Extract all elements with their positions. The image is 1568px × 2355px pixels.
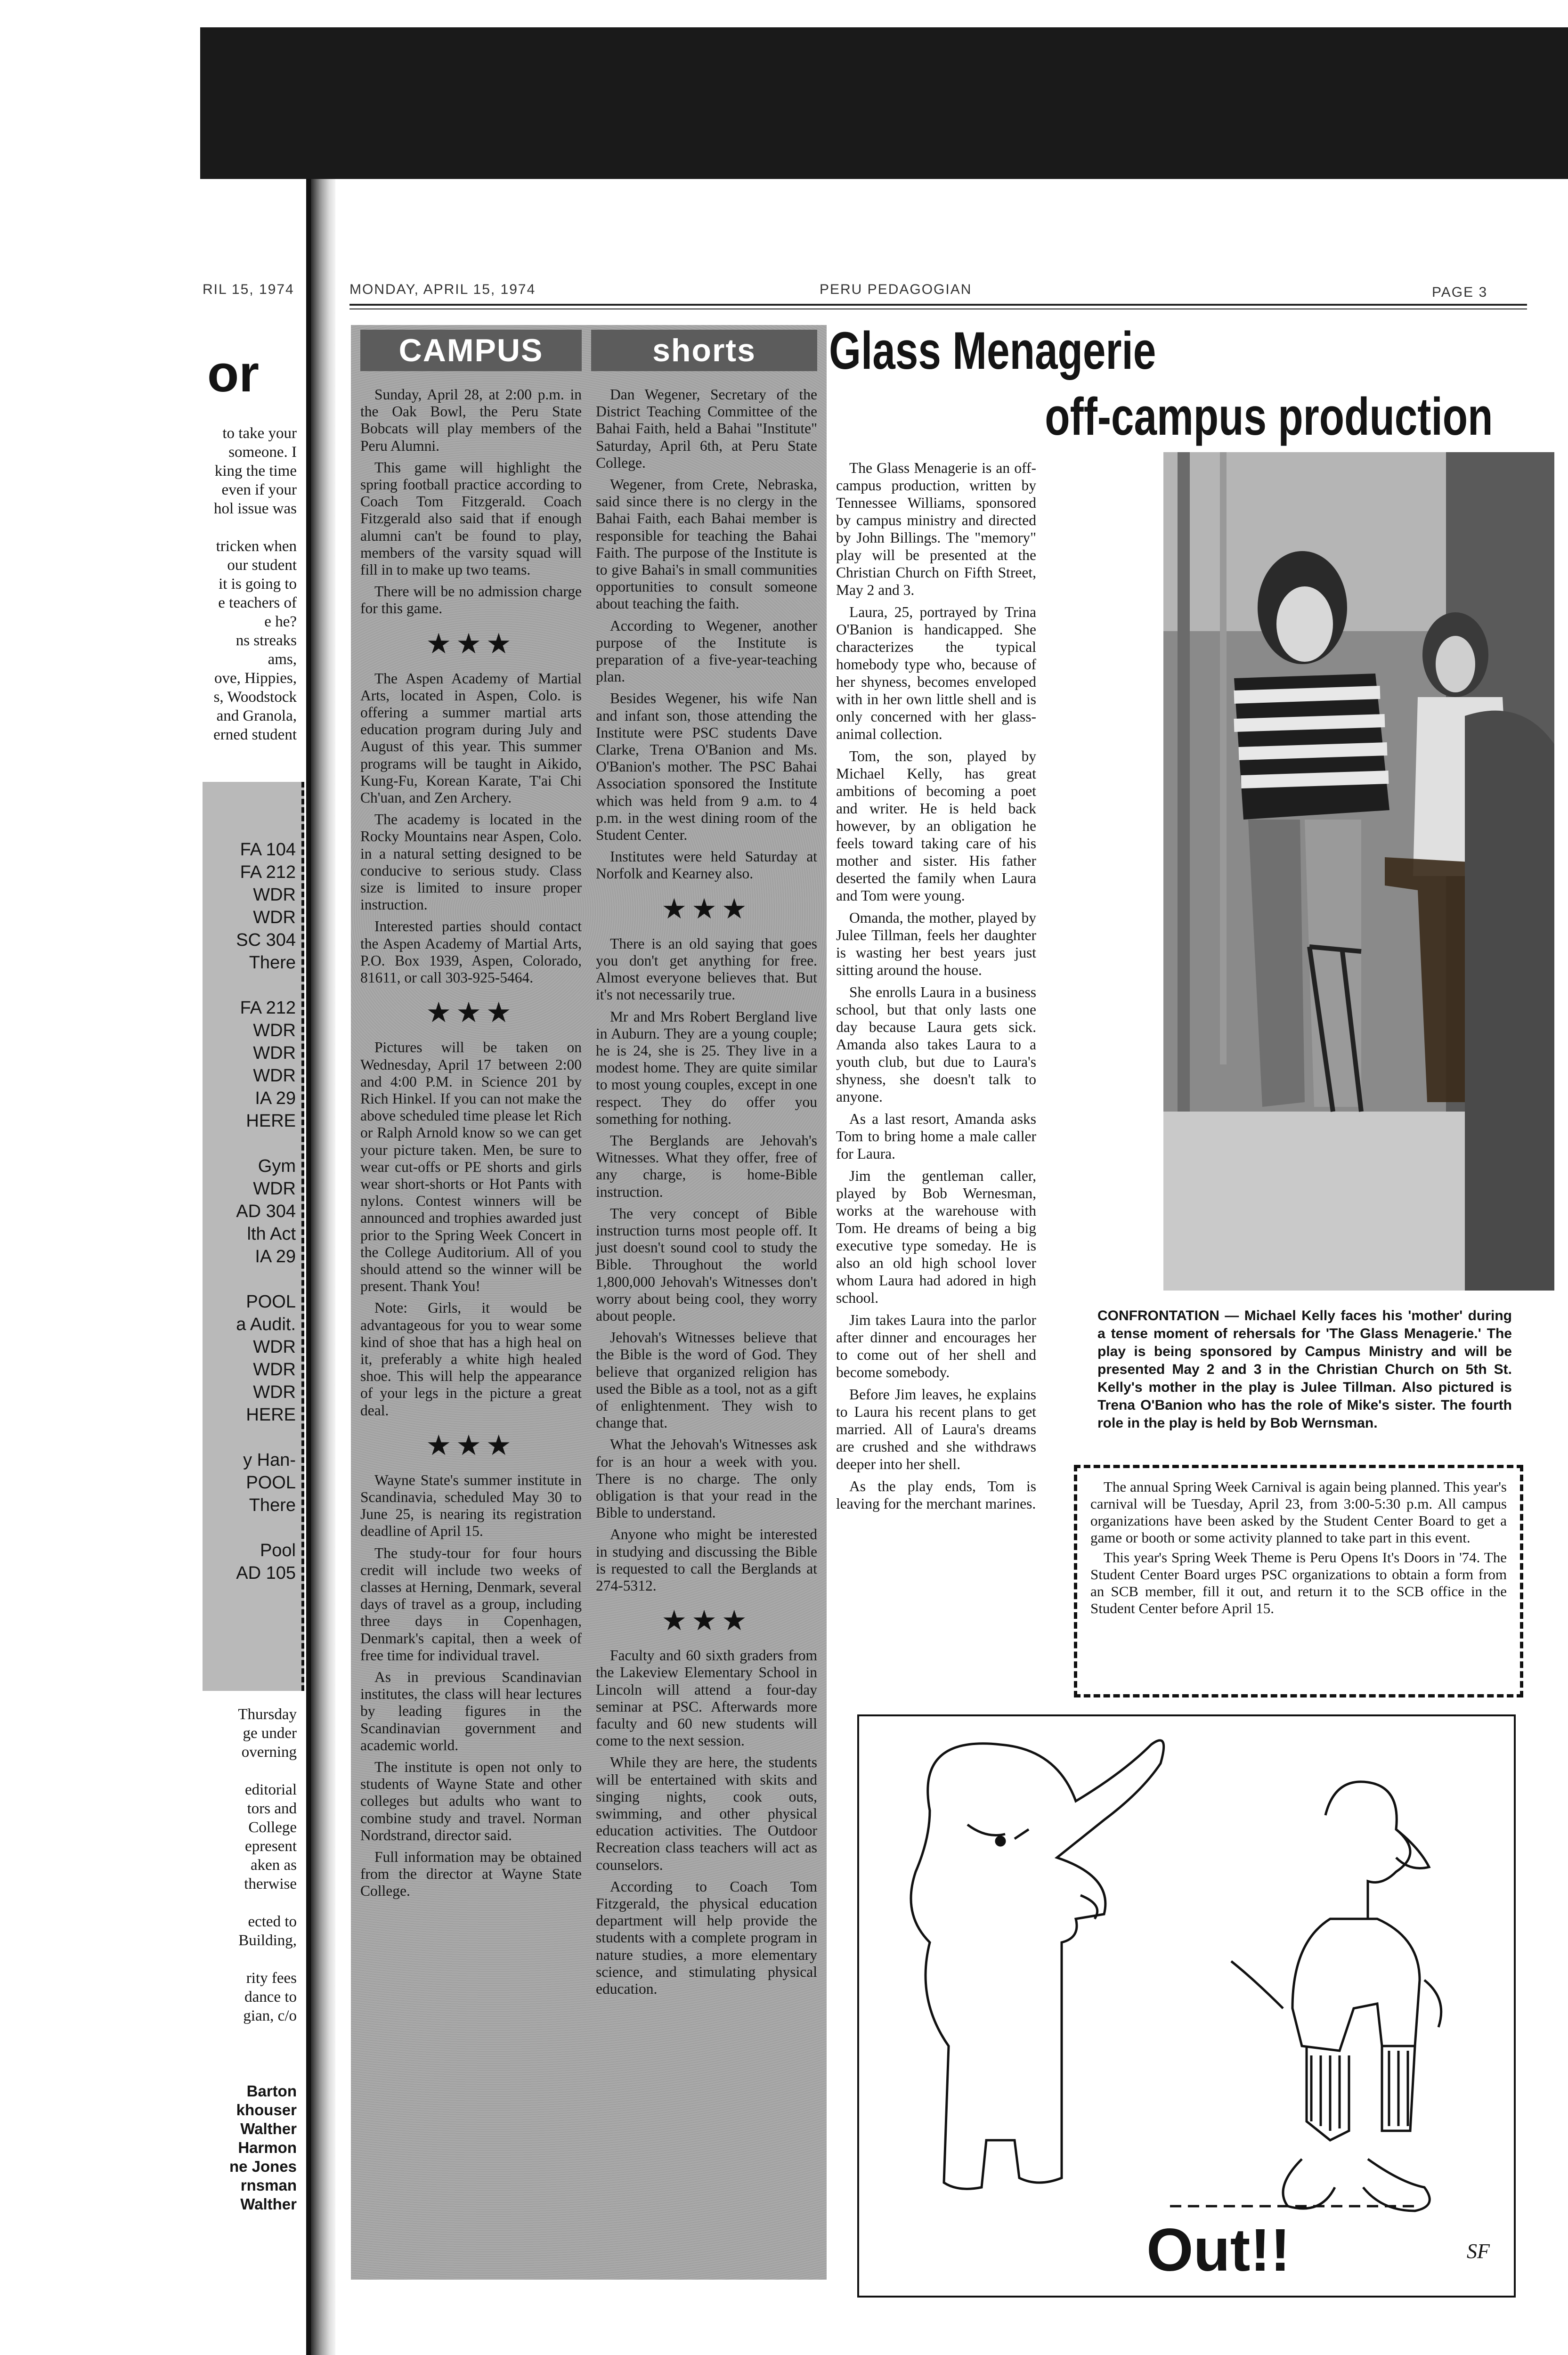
schedule-row: WDR [253,1360,296,1380]
prev-page-staff-names: Barton khouser Walther Harmon ne Jones rnsman Walther [229,2082,297,2213]
schedule-row: WDR [253,885,296,905]
campus-shorts-column-1 [360,386,582,1905]
prev-page-text: to take your someone. I king the time even if your hol issue was tricken when our student it is going to e teachers of e he? ns streaks ams, ove, Hippies, s, Woodstock and Granola, erned student [213,425,297,743]
schedule-row [203,1426,301,1449]
schedule-list [203,782,301,1584]
campus-shorts-paragraph: Full information may be obtained from the director at Wayne State College. [360,1849,582,1900]
campus-shorts-paragraph: Interested parties should contact the Aspen Academy of Martial Arts, P.O. Box 1939, Aspen, Colorado, 81611, or call 303-925-5464. [360,918,582,986]
schedule-row: WDR [253,1382,296,1402]
campus-shorts-paragraph: According to Coach Tom Fitzgerald, the physical education department will help provide the students with a complete program in nature studies, a more elementary science, and stimulating physical education. [596,1878,817,1998]
story-headline-line-2: off-campus production [1044,387,1493,446]
cartoon-caption: Out!! [1146,2217,1291,2284]
star-separator: ★★★ [426,997,516,1029]
campus-shorts-paragraph: Besides Wegener, his wife Nan and infant son, those attending the Institute were PSC students Dave Clarke, Trena O'Banion and Ms. O'Banion's mother. The PSC Bahai Association sponsored the Institute which was held from 9 a.m. to 4 p.m. in the west dining room of the Student Center. [596,690,817,844]
campus-shorts-paragraph: Pictures will be taken on Wednesday, April 17 between 2:00 and 4:00 P.M. in Science 201 by Rich Hinkel. If you can not make the above scheduled time please let Rich or Ralph Arnold know so we can get your picture taken. Men, be sure to wear cut-offs or PE shorts and girls wear short-shorts or Hot Pants with nylons. Contest winners will be announced and trophies awarded just prior to the Spring Week Concert in the College Auditorium. All of you should attend so the winner will be present. Thank You! [360,1039,582,1295]
story-paragraph: Omanda, the mother, played by Julee Tillman, feels her daughter is wasting her best years just sitting around the house. [836,910,1036,978]
campus-shorts-paragraph: While they are here, the students will be entertained with skits and singing nights, cook outs, swimming, and other physical education activities. The Outdoor Recreation class teachers will act as counselors. [596,1754,817,1873]
campus-shorts-paragraph: Dan Wegener, Secretary of the District Teaching Committee of the Bahai Faith, held a Bahai "Institute" Saturday, April 6th, at Peru State College. [596,386,817,471]
schedule-row: AD 304 [236,1202,296,1221]
schedule-row: WDR [253,1179,296,1199]
schedule-row: HERE [246,1111,296,1131]
story-paragraph: Before Jim leaves, he explains to Laura his recent plans to get married. All of Laura's dreams are crushed and she withdraws deeper into her shell. [836,1386,1036,1472]
story-paragraph: As a last resort, Amanda asks Tom to bring home a male caller for Laura. [836,1111,1036,1162]
story-paragraph: As the play ends, Tom is leaving for the merchant marines. [836,1478,1036,1512]
schedule-row: a Audit. [236,1315,296,1334]
schedule-row: POOL [246,1473,296,1493]
star-separator: ★★★ [426,628,516,659]
schedule-row: There [249,953,296,973]
schedule-row: FA 104 [240,840,296,860]
campus-shorts-paragraph: Jehovah's Witnesses believe that the Bible is the word of God. They believe that organized religion has used the Bible as a tool, not as a gift of enlightenment. They wish to change that. [596,1329,817,1431]
campus-shorts-paragraph: There is an old saying that goes you don't get anything for free. Almost everyone believes that. But it's not necessarily true. [596,935,817,1003]
campus-shorts-paragraph: There will be no admission charge for this game. [360,583,582,617]
schedule-row [203,1268,301,1291]
schedule-row: IA 29 [255,1247,296,1267]
campus-shorts-paragraph: Anyone who might be interested in studying and discussing the Bible is requested to call the Berglands at 274-5312. [596,1526,817,1594]
campus-shorts-paragraph: Faculty and 60 sixth graders from the Lakeview Elementary School in Lincoln will attend a four-day seminar at PSC. Afterwards more faculty and 60 new students will come to the next session. [596,1647,817,1749]
campus-banner: CAMPUS [360,330,582,371]
story-paragraph: The Glass Menagerie is an off-campus production, written by Tennessee Williams, sponsored by campus ministry and directed by John Billings. The "memory" play will be presented at the Christian Church on Fifth Street, May 2 and 3. [836,460,1036,598]
schedule-row: SC 304 [236,930,296,950]
campus-shorts-paragraph: According to Wegener, another purpose of the Institute is preparation of a five-year-teaching plan. [596,617,817,685]
campus-shorts-paragraph: Wegener, from Crete, Nebraska, said since there is no clergy in the Bahai Faith, each Bahai member is responsible for teaching the Bahai Faith. The purpose of the Institute is to give Bahai's in small communities opportunities to consult someone about teaching the faith. [596,476,817,612]
photo-caption: CONFRONTATION — Michael Kelly faces his 'mother' during a tense moment of rehersals for 'The Glass Menagerie.' The play is being sponsored by Campus Ministry and will be presented May 2 and 3 in the Christian Church on 5th St. Kelly's mother in the play is Julee Tillman. Also pictured is Trena O'Banion who has the role of Mike's sister. The fourth role in the play is held by Bob Wernsman. [1097,1308,1512,1431]
schedule-row: HERE [246,1405,296,1425]
cartoon-signature: SF [1467,2240,1490,2263]
schedule-row [203,1517,301,1539]
schedule-row: y Han- [243,1450,296,1470]
star-separator: ★★★ [426,1429,516,1461]
schedule-row: WDR [253,1021,296,1040]
campus-shorts-paragraph: The academy is located in the Rocky Mountains near Aspen, Colo. in a natural setting designed to be conducive to serious study. Class size is limited to insure proper instruction. [360,811,582,913]
schedule-row: FA 212 [240,998,296,1018]
cartoon-drawing [859,1716,1514,2296]
schedule-row: WDR [253,908,296,927]
campus-shorts-paragraph: The very concept of Bible instruction turns most people off. It just doesn't sound cool to study the Bible. Throughout the world 1,800,000 Jehovah's Witnesses don't worry about being cool, they worry about people. [596,1205,817,1324]
schedule-row: lth Act [247,1224,296,1244]
schedule-row [203,1132,301,1155]
story-paragraph: Jim takes Laura into the parlor after dinner and encourages her to come out of her shell and become somebody. [836,1312,1036,1381]
campus-shorts-column-2 [596,386,817,2002]
schedule-row: Gym [258,1156,296,1176]
schedule-row: AD 105 [236,1563,296,1583]
spring-carnival-notice [1074,1465,1523,1697]
schedule-row: WDR [253,1066,296,1086]
story-body [836,459,1036,1517]
schedule-row: POOL [246,1292,296,1312]
page-gutter [311,179,335,2355]
schedule-row: There [249,1495,296,1515]
campus-shorts-paragraph: The study-tour for four hours credit will include two weeks of classes at Herning, Denmark, several days of travel as a group, including three days in Copenhagen, Denmark's capital, then a week of free time for individual travel. [360,1544,582,1664]
political-cartoon [857,1714,1516,2298]
campus-shorts-paragraph: Note: Girls, it would be advantageous for you to wear some kind of shoe that has a high heal on it, preferably a white high healed shoe. This will help the appearance of your legs in the picture a great deal. [360,1299,582,1419]
star-separator: ★★★ [661,1605,752,1637]
header-rule [349,304,1527,306]
campus-shorts-paragraph: The Aspen Academy of Martial Arts, located in Aspen, Colo. is offering a summer martial arts education program during July and August of this year. This summer programs will be taught in Aikido, Kung-Fu, Korean Karate, T'ai Chi Ch'uan, and Zen Archery. [360,670,582,806]
schedule-row: IA 29 [255,1088,296,1108]
campus-shorts-paragraph: The Berglands are Jehovah's Witnesses. What they offer, free of any charge, is home-Bible instruction. [596,1132,817,1200]
notice-paragraph-2: This year's Spring Week Theme is Peru Opens It's Doors in '74. The Student Center Board urges PSC organizations to obtain a form from an SCB member, fill it out, and return it to the SCB office in the Student Center before April 15. [1090,1549,1507,1616]
schedule-row: Pool [260,1541,296,1560]
prev-page-schedule-box [203,782,304,1691]
prev-page-headline-fragment: or [207,345,259,403]
star-separator: ★★★ [661,893,752,925]
schedule-row: WDR [253,1043,296,1063]
story-paragraph: Laura, 25, portrayed by Trina O'Banion is handicapped. She characterizes the typical homebody type who, because of her shyness, becomes enveloped with in her own little shell and is only concerned with her glass-animal collection. [836,604,1036,742]
story-paragraph: She enrolls Laura in a business school, but that only lasts one day because Laura gets sick. Amanda also takes Laura to a youth club, but due to Laura's shyness, she doesn't talk to anyone. [836,984,1036,1105]
header-date: MONDAY, APRIL 15, 1974 [349,282,536,297]
campus-shorts-paragraph: Sunday, April 28, at 2:00 p.m. in the Oak Bowl, the Peru State Bobcats will play members of the Peru Alumni. [360,386,582,454]
header-paper-name: PERU PEDAGOGIAN [820,282,972,297]
campus-shorts-paragraph: Wayne State's summer institute in Scandinavia, scheduled May 30 to June 25, is nearing its registration deadline of April 15. [360,1471,582,1540]
campus-shorts-section [351,325,827,2280]
rehearsal-photo [1163,452,1554,1291]
schedule-row: FA 212 [240,862,296,882]
prev-page-text-2: Thursday ge under overning editorial tors and College epresent aken as therwise ected to Building, rity fees dance to gian, c/o [238,1706,297,2024]
shorts-banner: shorts [591,330,817,371]
campus-shorts-paragraph: As in previous Scandinavian institutes, the class will hear lectures by leading figures in the Scandinavian government and academic world. [360,1669,582,1754]
prev-page-date: RIL 15, 1974 [203,282,294,297]
campus-shorts-paragraph: Mr and Mrs Robert Bergland live in Auburn. They are a young couple; he is 24, she is 25. They live in a modest home. They are quite similar to most young couples, except in one respect. They do offer you something for nothing. [596,1008,817,1127]
story-headline-line-1: Glass Menagerie [829,321,1156,380]
campus-shorts-paragraph: This game will highlight the spring football practice according to Coach Tom Fitzgerald. Coach Fitzgerald also said that if enough alumni can't be found to play, members of the varsity squad will fill in to make up two teams. [360,459,582,578]
notice-paragraph-1: The annual Spring Week Carnival is again being planned. This year's carnival will be Tuesday, April 23, from 3:00-5:30 p.m. All campus organizations have been asked by the Student Center Board to get a game or booth or some activity planned to take part in this event. [1090,1478,1507,1546]
campus-shorts-paragraph: What the Jehovah's Witnesses ask for is an hour a week with you. There is no charge. The only obligation is that your read in the Bible to understand. [596,1436,817,1521]
campus-shorts-paragraph: The institute is open not only to students of Wayne State and other colleges but adults who want to combine study and travel. Norman Nordstrand, director said. [360,1759,582,1843]
scan-top-shadow [200,27,1568,179]
story-paragraph: Tom, the son, played by Michael Kelly, has great ambitions of becoming a poet and writer. He is held back however, by an obligation he feels toward taking care of his mother and sister. His father deserted the family when Laura and Tom were young. [836,748,1036,904]
schedule-row: WDR [253,1337,296,1357]
campus-shorts-paragraph: Institutes were held Saturday at Norfolk and Kearney also. [596,848,817,882]
header-page-number: PAGE 3 [1432,284,1488,300]
schedule-row [203,974,301,997]
story-paragraph: Jim the gentleman caller, played by Bob Wernesman, works at the warehouse with Tom. He dreams of being a big executive type someday. He is also an old high school lover whom Laura had adored in high school. [836,1168,1036,1306]
